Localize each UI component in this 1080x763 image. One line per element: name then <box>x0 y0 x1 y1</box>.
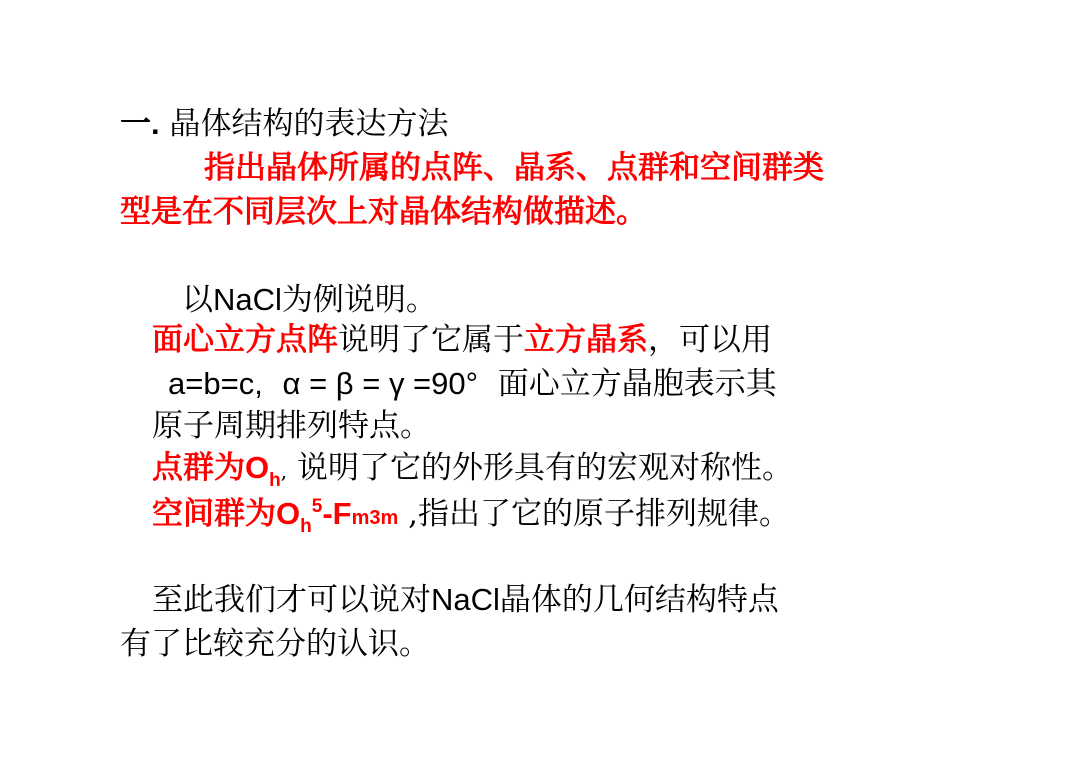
cell-angles: α = β = γ =90° <box>282 366 479 401</box>
space-group-symbol: $O_h^5-Fm3m$ <box>276 496 399 537</box>
example-formula: NaCl <box>213 282 282 317</box>
cell-params: a=b=c, <box>168 366 263 401</box>
example-suffix: 为例说明。 <box>281 282 437 318</box>
space-group-line <box>152 496 790 536</box>
example-line <box>182 282 437 318</box>
space-group-text: ,指出了它的原子排列规律。 <box>408 496 790 532</box>
point-group-comma: , <box>280 459 288 483</box>
intro-line-1: 指出晶体所属的点阵、晶系、点群和空间群类 <box>204 150 824 186</box>
section-heading <box>120 106 448 142</box>
lattice-line-1 <box>152 322 772 358</box>
conclusion-suffix: 晶体的几何结构特点 <box>499 582 779 618</box>
point-group-symbol: $O_h$ <box>245 450 281 491</box>
heading-number: 一. <box>120 106 160 141</box>
heading-title: 晶体结构的表达方法 <box>169 106 449 142</box>
lattice-black-2: ，可以用 <box>648 322 772 358</box>
space-group-label: 空间群为 <box>152 496 276 532</box>
point-group-text: 说明了它的外形具有的宏观对称性。 <box>296 450 793 486</box>
conclusion-formula: NaCl <box>431 582 500 617</box>
crystal-system: 立方晶系 <box>524 322 648 358</box>
lattice-black-1: 说明了它属于 <box>338 322 524 358</box>
point-group-line <box>152 450 793 489</box>
conclusion-prefix: 至此我们才可以说对 <box>152 582 431 618</box>
conclusion-line-2: 有了比较充分的认识。 <box>120 626 430 662</box>
lattice-line-2 <box>168 366 777 402</box>
point-group-label: 点群为 <box>152 450 245 486</box>
lattice-line-3: 原子周期排列特点。 <box>152 408 431 444</box>
example-prefix: 以 <box>182 282 213 318</box>
lattice-red-1: 面心立方点阵 <box>152 322 338 358</box>
intro-line-2: 型是在不同层次上对晶体结构做描述。 <box>120 194 647 230</box>
conclusion-line-1 <box>152 582 779 618</box>
cell-description: 面心立方晶胞表示其 <box>497 366 777 402</box>
